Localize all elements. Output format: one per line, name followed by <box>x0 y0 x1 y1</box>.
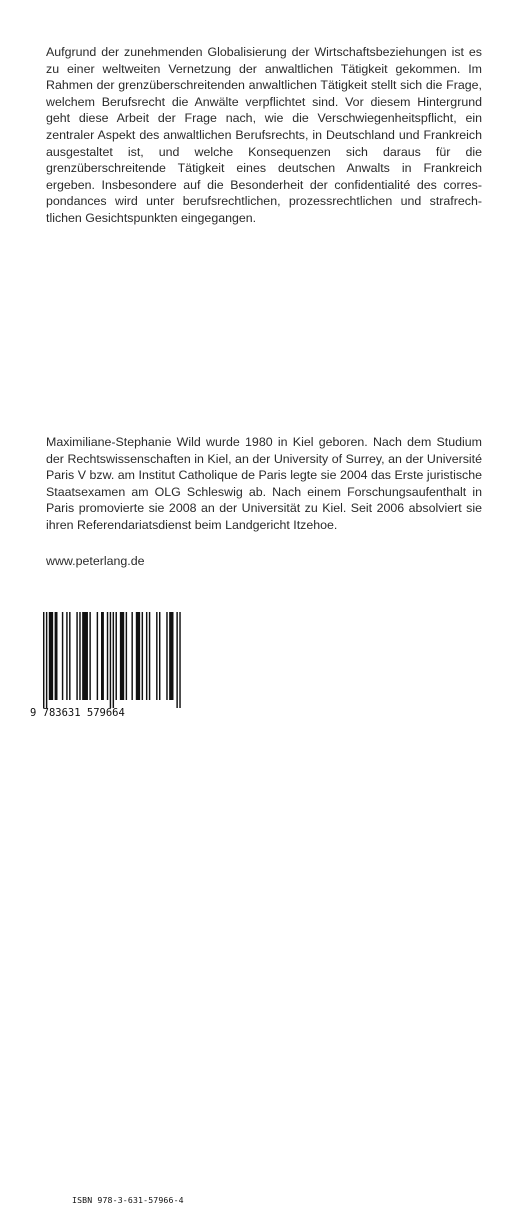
barcode-bar <box>101 612 104 700</box>
barcode-bar <box>110 612 111 708</box>
barcode-bar <box>120 612 124 700</box>
barcode-bar <box>136 612 140 700</box>
barcode-bar <box>142 612 143 700</box>
barcode-bar <box>146 612 147 700</box>
barcode-bar <box>49 612 53 700</box>
barcode-bar <box>107 612 108 700</box>
barcode-bar <box>97 612 98 700</box>
isbn-label: ISBN 978-3-631-57966-4 <box>72 1195 184 1205</box>
barcode-bar <box>89 612 90 700</box>
publisher-website[interactable]: www.peterlang.de <box>46 554 145 568</box>
barcode-bar <box>116 612 117 700</box>
barcode-bar <box>126 612 127 700</box>
barcode-bar <box>156 612 157 700</box>
barcode-bar <box>76 612 77 700</box>
barcode-bar <box>82 612 88 700</box>
barcode-bar <box>43 612 44 708</box>
barcode-bar <box>179 612 180 708</box>
barcode-bar <box>166 612 167 700</box>
book-abstract: Aufgrund der zunehmenden Globalisierung der Wirtschaftsbeziehungen ist es zu einer weltweiten Vernetzung der anwaltlichen Tätigkeit gekommen. Im Rahmen der grenzüberschreitenden anwaltlichen Tätigkeit stellt sich die Frage, welchem Berufsrecht die Anwälte verpflichtet sind. Vor diesem Hintergrund geht diese Arbeit der Frage nach, wie die Verschwiegenheitspflicht, ein zentraler Aspekt des anwaltlichen Berufsrechts, in Deutschland und Frankreich ausgestaltet ist, und welche Konsequenzen sich daraus für die grenzüberschreitende Tätigkeit eines deutschen Anwalts in Frankreich ergeben. Insbesondere auf die Besonderheit der confidentialité des correspondances wird unter berufsrechtlichen, prozessrechtlichen und strafrechtlichen Gesichtspunkten eingegangen. <box>46 45 482 225</box>
barcode-bar <box>131 612 132 700</box>
ean-digits: 9 783631 579664 <box>30 707 125 719</box>
author-biography: Maximiliane-Stephanie Wild wurde 1980 in Kiel geboren. Nach dem Studium der Rechtswissenschaften in Kiel, an der University of Surrey, an der Université Paris V bzw. am Institut Catholique de Paris legte sie 2004 das Erste juristische Staatsexamen am OLG Schleswig ab. Nach einem Forschungsaufenthalt in Paris promovierte sie 2008 an der Universität zu Kiel. Seit 2006 absolviert sie ihren Referendariatsdienst beim Landgericht Itzehoe. <box>46 435 482 532</box>
barcode-bar <box>176 612 177 708</box>
barcode-bar <box>66 612 67 700</box>
barcode-bar <box>149 612 150 700</box>
barcode-bar <box>62 612 63 700</box>
barcode-bar <box>169 612 173 700</box>
barcode-bar <box>159 612 160 700</box>
barcode-bar <box>46 612 47 708</box>
barcode-bar <box>69 612 70 700</box>
barcode-bar <box>113 612 114 708</box>
isbn-barcode <box>30 596 185 1205</box>
barcode-bar <box>79 612 80 700</box>
barcode-bar <box>55 612 58 700</box>
barcode-bars <box>30 612 185 708</box>
